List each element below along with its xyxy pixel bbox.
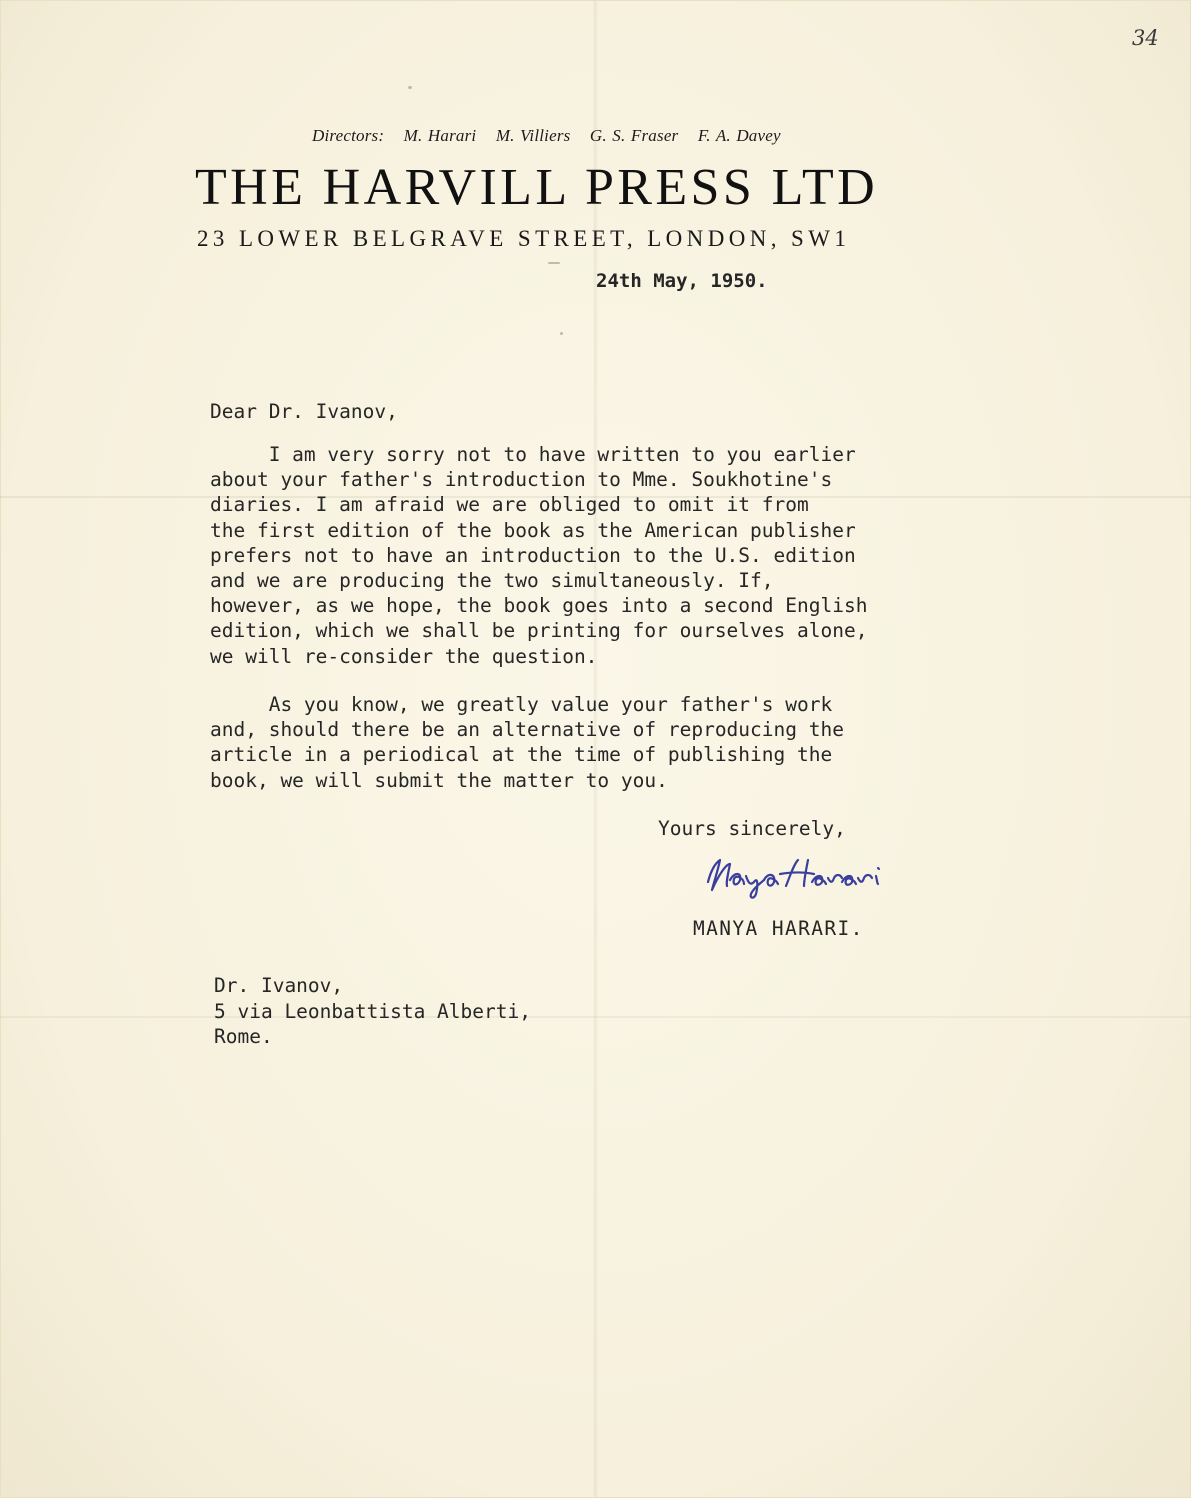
paragraph-line: prefers not to have an introduction to the U.S. edition — [210, 543, 856, 567]
paragraph-line: article in a periodical at the time of publishing the — [210, 743, 833, 767]
paragraph-line: I am very sorry not to have written to you earlier — [210, 443, 856, 466]
paragraph-line: the first edition of the book as the American publisher — [210, 518, 856, 542]
paragraph-line: we will re-consider the question. — [210, 644, 598, 668]
letter-salutation: Dear Dr. Ivanov, — [210, 400, 398, 423]
letter-closing: Yours sincerely, — [658, 817, 846, 840]
paragraph-line: As you know, we greatly value your father's work — [210, 693, 833, 716]
paragraph-line: and, should there be an alternative of reproducing the — [210, 718, 844, 742]
recipient-address — [214, 973, 531, 1050]
letterhead-company-name: THE HARVILL PRESS LTD — [195, 159, 879, 216]
paragraph-line: however, as we hope, the book goes into a second English — [210, 594, 868, 618]
director-name: M. Harari — [403, 126, 477, 145]
paper-fold-line — [0, 1016, 1191, 1018]
paragraph-line: about your father's introduction to Mme. Soukhotine's — [210, 468, 833, 492]
letter-signer-name: MANYA HARARI. — [693, 917, 864, 940]
paragraph-line: diaries. I am afraid we are obliged to omit it from — [210, 493, 809, 517]
paragraph-line: and we are producing the two simultaneously. If, — [210, 568, 774, 592]
handwritten-signature — [700, 852, 970, 902]
paper-speck — [408, 86, 412, 89]
paragraph-line: edition, which we shall be printing for ourselves alone, — [210, 619, 868, 643]
director-name: G. S. Fraser — [589, 126, 679, 145]
letterhead-directors — [312, 126, 781, 146]
director-name: M. Villiers — [495, 126, 571, 145]
paragraph-line: book, we will submit the matter to you. — [210, 768, 668, 792]
address-line: 5 via Leonbattista Alberti, — [214, 999, 531, 1023]
letter-paragraph — [210, 692, 844, 793]
address-line: Rome. — [214, 1025, 273, 1048]
address-line: Dr. Ivanov, — [214, 974, 344, 997]
director-name: F. A. Davey — [697, 126, 781, 145]
letter-date: 24th May, 1950. — [596, 270, 768, 292]
directors-label: Directors: — [312, 126, 385, 145]
letter-paragraph — [210, 442, 867, 669]
paper-speck — [560, 332, 563, 335]
archive-page-number: 34 — [1132, 26, 1159, 50]
paper-speck — [548, 262, 560, 264]
letterhead-address: 23 LOWER BELGRAVE STREET, LONDON, SW1 — [197, 226, 851, 251]
